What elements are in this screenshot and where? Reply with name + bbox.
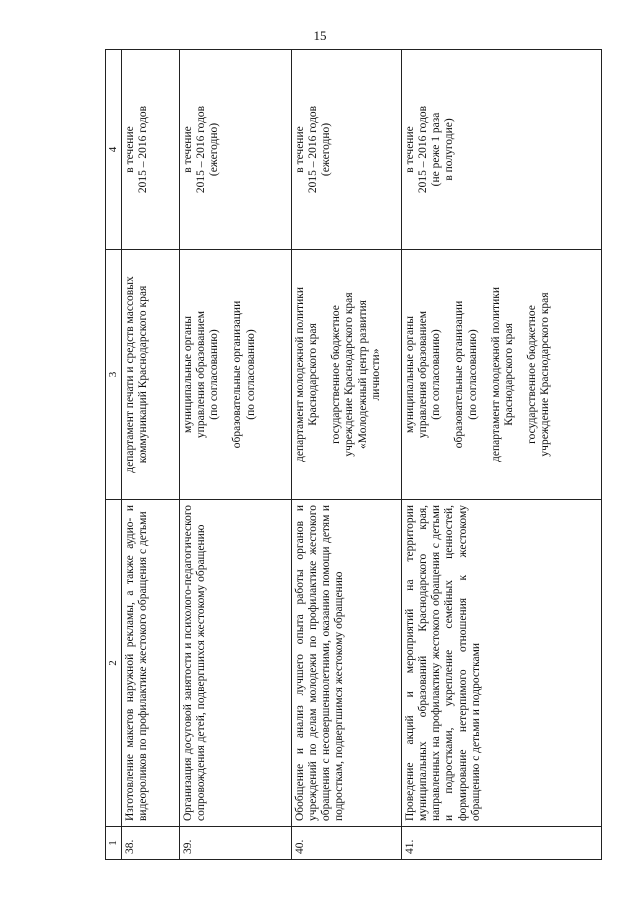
executors-cell (179, 250, 291, 500)
row-number: 39. (179, 827, 291, 860)
header-col-4: 4 (106, 50, 122, 250)
executor-line: учреждение Краснодарского края (539, 292, 552, 457)
table-row (121, 50, 179, 860)
executor-block (526, 255, 552, 494)
table-row (179, 50, 291, 860)
term-line: 2015 – 2016 годов (306, 105, 319, 194)
executors-cell (291, 250, 401, 500)
executor-line: управления образованием (416, 310, 429, 439)
executor-line: управления образованием (194, 310, 207, 439)
executor-block (404, 255, 444, 494)
page-number: 15 (313, 28, 327, 43)
header-col-1: 1 (106, 827, 122, 860)
executor-line: департамент молодежной политики (489, 287, 502, 462)
executor-block (182, 255, 222, 494)
executor-line: образовательные организации (453, 300, 466, 449)
row-number: 38. (121, 827, 179, 860)
term-line: в течение (123, 126, 136, 173)
action-text: Проведение акций и мероприятий на территории муниципальных образований Краснодарского края, направленных на профилактику жестокого обращения с детьми и подростками, укрепление семейных ценностей, формирование нетерпимого отношения к жестокому обращению с детьми и подростками (401, 500, 601, 827)
executor-block (490, 255, 516, 494)
table-header-row (106, 50, 122, 860)
executor-line: государственное бюджетное (330, 305, 343, 444)
executor-line: образовательные организации (231, 300, 244, 449)
executors-cell (121, 250, 179, 500)
term-line: в полугодие) (443, 118, 456, 181)
table-row (401, 50, 601, 860)
executor-line: «Молодежный центр развития (356, 300, 369, 449)
action-text: Изготовление макетов наружной рекламы, а также аудио- и видеороликов по профилактике жестокого обращения с детьми (121, 500, 179, 827)
term-cell (401, 50, 601, 250)
executor-line: (по согласованию) (208, 329, 221, 420)
executor-line: Краснодарского края (306, 323, 319, 426)
executor-line: личности» (369, 348, 382, 401)
executor-block (453, 255, 479, 494)
term-cell (121, 50, 179, 250)
executor-line: (по согласованию) (466, 329, 479, 420)
term-line: в течение (181, 126, 194, 173)
header-col-3: 3 (106, 250, 122, 500)
term-cell (291, 50, 401, 250)
executor-line: (по согласованию) (244, 329, 257, 420)
measures-table (105, 49, 602, 860)
term-line: (ежегодно) (208, 122, 221, 177)
executor-block (294, 255, 320, 494)
row-number: 40. (291, 827, 401, 860)
executors-cell (401, 250, 601, 500)
executor-line: (по согласованию) (430, 329, 443, 420)
executor-block (124, 255, 150, 494)
rotated-table-container (105, 60, 610, 860)
executor-line: муниципальные органы (181, 315, 194, 434)
term-line: 2015 – 2016 годов (136, 105, 149, 194)
table-row (291, 50, 401, 860)
action-text: Обобщение и анализ лучшего опыта работы органов и учреждений по делам молодежи по профилактике жестокого обращения с несовершеннолетними, оказанию помощи детям и подросткам, подвергшимся жестокому обращению (291, 500, 401, 827)
term-cell (179, 50, 291, 250)
executor-line: департамент молодежной политики (293, 287, 306, 462)
term-line: в течение (403, 126, 416, 173)
term-line: 2015 – 2016 годов (416, 105, 429, 194)
row-number: 41. (401, 827, 601, 860)
term-line: (не реже 1 раза (430, 112, 443, 187)
executor-line: коммуникаций Краснодарского края (136, 285, 149, 464)
executor-line: Краснодарского края (502, 323, 515, 426)
executor-line: департамент печати и средств массовых (123, 276, 136, 473)
header-col-2: 2 (106, 500, 122, 827)
executor-block (231, 255, 257, 494)
term-line: в течение (293, 126, 306, 173)
executor-line: государственное бюджетное (526, 305, 539, 444)
executor-line: муниципальные органы (403, 315, 416, 434)
term-line: (ежегодно) (320, 122, 333, 177)
executor-line: учреждение Краснодарского края (343, 292, 356, 457)
executor-block (330, 255, 383, 494)
term-line: 2015 – 2016 годов (194, 105, 207, 194)
action-text: Организация досуговой занятости и психолого-педагогического сопровождения детей, подвергшихся жестокому обращению (179, 500, 291, 827)
